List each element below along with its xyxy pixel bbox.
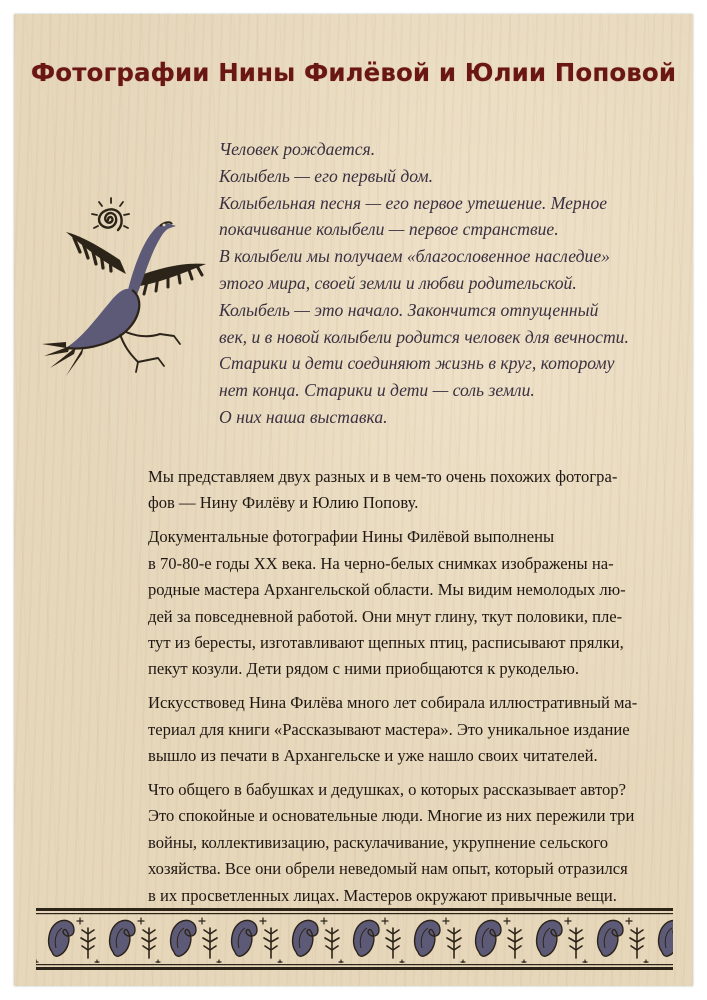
epigraph-line: О них наша выставка. — [219, 406, 388, 427]
body-text — [148, 464, 678, 917]
body-line: Мы представляем двух разных и в чем-то очень похожих фотогра- — [148, 467, 618, 486]
paragraph-intro — [148, 464, 678, 517]
epigraph-line: Старики и дети соединяют жизнь в круг, которому — [219, 353, 615, 374]
body-line: пекут козули. Дети рядом с ними приобщаются к рукоделью. — [148, 659, 580, 679]
poster-board — [14, 14, 693, 986]
sun-spiral-icon — [92, 198, 129, 230]
body-line: в их просветленных лицах. Мастеров окружают привычные вещи. — [148, 885, 617, 905]
epigraph-line: В колыбели мы получаем «благословенное наследие» — [219, 246, 610, 267]
epigraph-line: Колыбель — его первый дом. — [219, 165, 433, 186]
body-line: тут из бересты, изготавливают щепных птиц, расписывают прялки, — [148, 632, 624, 652]
paragraph-filyova-photos — [148, 524, 678, 682]
body-line: Искусствовед Нина Филёва много лет собирала иллюстративный ма- — [148, 693, 638, 713]
body-line: войны, коллективизацию, раскулачивание, укрупнение сельского — [148, 832, 609, 852]
paragraph-book — [148, 690, 678, 769]
body-line: родные мастера Архангельской области. Мы видим немолодых лю- — [148, 580, 626, 600]
epigraph-line: век, и в новой колыбели родится человек для вечности. — [219, 326, 629, 347]
page-title: Фотографии Нины Филёвой и Юлии Поповой — [30, 58, 677, 87]
body-line: Что общего в бабушках и дедушках, о которых рассказывает автор? — [148, 779, 626, 799]
ornament-border — [36, 908, 673, 970]
body-line: вышло из печати в Архангельске и уже нашло своих читателей. — [148, 746, 598, 766]
body-line: фов — Нину Филёву и Юлию Попову. — [148, 493, 419, 513]
epigraph-line: Человек рождается. — [219, 139, 376, 159]
epigraph-line: покачивание колыбели — первое странствие. — [219, 219, 559, 240]
epigraph-line: Колыбель — это начало. Закончится отпущенный — [219, 299, 599, 320]
epigraph-line: этого мира, своей земли и любви родительской. — [219, 272, 577, 293]
body-line: Документальные фотографии Нины Филёвой выполнены — [148, 527, 555, 547]
body-line: териал для книги «Рассказывают мастера». Это уникальное издание — [148, 719, 630, 739]
body-line: хозяйства. Все они обрели неведомый нам опыт, который отразился — [148, 859, 628, 879]
mezen-bird-icon — [40, 186, 210, 381]
epigraph-line: нет конца. Старики и дети — соль земли. — [219, 380, 535, 401]
body-line: в 70-80-е годы XX века. На черно-белых снимках изображены на- — [148, 553, 614, 573]
epigraph-line: Колыбельная песня — его первое утешение. Мерное — [219, 192, 608, 213]
paragraph-elders — [148, 777, 678, 909]
body-line: Это спокойные и основательные люди. Многие из них пережили три — [148, 806, 635, 826]
epigraph — [219, 136, 689, 431]
body-line: дей за повседневной работой. Они мнут глину, ткут половики, пле- — [148, 606, 623, 626]
